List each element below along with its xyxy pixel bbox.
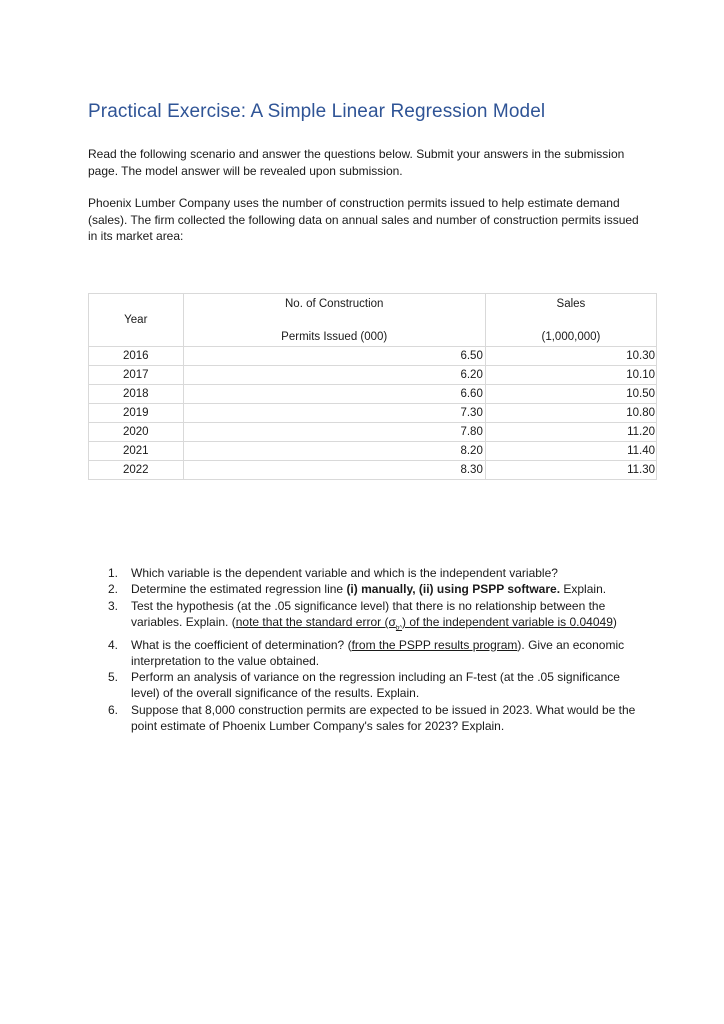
header-permits-top: No. of Construction — [285, 298, 384, 310]
question-text-end: ) — [612, 614, 617, 629]
cell-sales: 10.10 — [485, 366, 656, 385]
table-row — [89, 404, 657, 423]
cell-sales: 10.80 — [485, 404, 656, 423]
cell-permits: 6.60 — [183, 385, 485, 404]
question-text: What is the coefficient of determination? ( — [131, 637, 352, 652]
question-item — [108, 702, 638, 735]
header-sales-top: Sales — [556, 298, 586, 310]
cell-year: 2016 — [89, 347, 184, 366]
cell-year: 2017 — [89, 366, 184, 385]
cell-sales: 11.40 — [485, 442, 656, 461]
question-text: Perform an analysis of variance on the regression including an F-test (at the .05 significance level) of the overall significance of the results. Explain. — [131, 670, 620, 701]
table-row — [89, 366, 657, 385]
table-row — [89, 461, 657, 480]
cell-permits: 6.20 — [183, 366, 485, 385]
question-number: 6. — [108, 702, 119, 717]
question-bold-text: (i) manually, (ii) using PSPP software. — [346, 582, 561, 597]
cell-year: 2021 — [89, 442, 184, 461]
cell-permits: 7.80 — [183, 423, 485, 442]
questions-list — [108, 565, 638, 734]
cell-year: 2019 — [89, 404, 184, 423]
standard-error-note: note that the standard error (σ — [235, 614, 396, 629]
intro-paragraph: Read the following scenario and answer the questions below. Submit your answers in the submission page. The model answer will be revealed upon submission. — [88, 147, 625, 178]
cell-permits: 6.50 — [183, 347, 485, 366]
cell-year: 2020 — [89, 423, 184, 442]
header-permits-cell — [183, 294, 485, 347]
question-item — [108, 598, 638, 637]
cell-sales: 11.20 — [485, 423, 656, 442]
table-row — [89, 423, 657, 442]
cell-year: 2022 — [89, 461, 184, 480]
header-sales-cell — [485, 294, 656, 347]
question-number: 4. — [108, 637, 119, 652]
standard-error-note-end: ) of the independent variable is 0.04049 — [402, 614, 613, 629]
question-item — [108, 669, 638, 702]
question-number: 2. — [108, 582, 119, 597]
question-text: Test the hypothesis (at the .05 significance level) that there is no relationship between the variables. Explain. ( — [131, 598, 606, 629]
question-text-end: ). Give an economic interpretation to the value obtained. — [131, 637, 625, 668]
cell-year: 2018 — [89, 385, 184, 404]
data-table — [88, 293, 657, 480]
cell-permits: 8.20 — [183, 442, 485, 461]
question-number: 1. — [108, 566, 119, 580]
cell-permits: 7.30 — [183, 404, 485, 423]
question-item — [108, 637, 638, 670]
question-number: 3. — [108, 598, 119, 613]
question-item — [108, 565, 638, 581]
header-year-cell — [89, 294, 184, 347]
scenario-paragraph: Phoenix Lumber Company uses the number of construction permits issued to help estimate demand (sales). The firm collected the following data on annual sales and number of construction permits issued in its market area: — [88, 196, 639, 243]
header-year: Year — [124, 314, 148, 326]
standard-error-subscript: b^ — [395, 625, 403, 632]
question-item — [108, 581, 638, 597]
question-text: Suppose that 8,000 construction permits are expected to be issued in 2023. What would be the point estimate of Phoenix Lumber Company's sales for 2023? Explain. — [131, 702, 636, 734]
header-sales-bottom: (1,000,000) — [541, 331, 601, 343]
cell-sales: 11.30 — [485, 461, 656, 480]
question-number: 5. — [108, 670, 119, 685]
question-text-end: Explain. — [560, 582, 607, 597]
cell-sales: 10.50 — [485, 385, 656, 404]
cell-permits: 8.30 — [183, 461, 485, 480]
table-header-row — [89, 294, 657, 347]
header-permits-bottom: Permits Issued (000) — [281, 331, 388, 343]
page-title: Practical Exercise: A Simple Linear Regression Model — [88, 101, 546, 122]
cell-sales: 10.30 — [485, 347, 656, 366]
question-text: Determine the estimated regression line — [131, 582, 347, 597]
pspp-results-note: from the PSPP results program — [351, 637, 518, 652]
table-row — [89, 442, 657, 461]
table-row — [89, 385, 657, 404]
question-text: Which variable is the dependent variable and which is the independent variable? — [131, 566, 558, 580]
table-row — [89, 347, 657, 366]
